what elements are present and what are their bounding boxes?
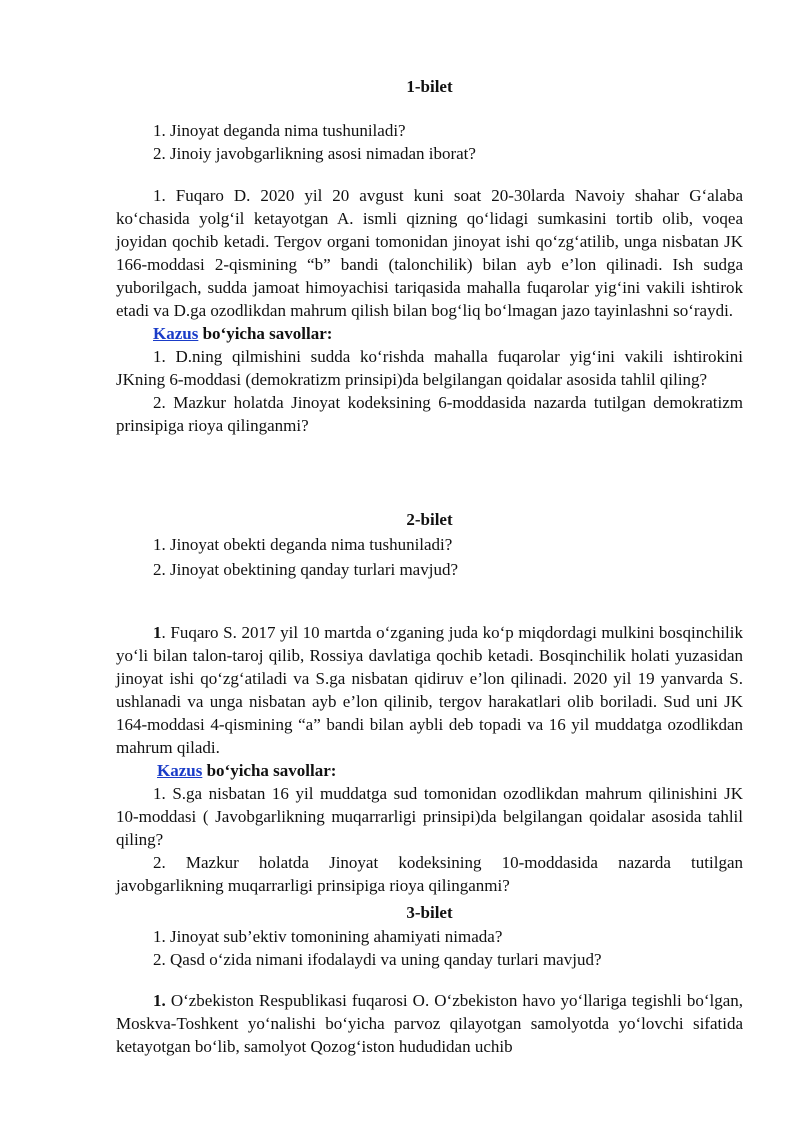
kazus-link[interactable]: Kazus: [153, 324, 199, 343]
question-item: 1. Jinoyat sub’ektiv tomonining ahamiyati nimada?: [153, 927, 503, 946]
ticket-title: 2-bilet: [406, 510, 453, 529]
kazus-question: 2. Mazkur holatda Jinoyat kodeksining 10-moddasida nazarda tutilgan javobgarlikning muqarrarligi prinsipiga rioya qilinganmi?: [116, 853, 743, 895]
question-item: 2. Qasd o‘zida nimani ifodalaydi va uning qanday turlari mavjud?: [153, 950, 602, 969]
kazus-link[interactable]: Kazus: [157, 761, 203, 780]
kazus-heading-text: bo‘yicha savollar:: [202, 761, 337, 780]
case-number: 1.: [153, 991, 166, 1010]
kazus-heading: [116, 759, 743, 782]
ticket-questions: [116, 119, 743, 165]
ticket-title: 1-bilet: [406, 77, 453, 96]
ticket-title: 3-bilet: [406, 903, 453, 922]
case-block: [116, 184, 743, 437]
case-paragraph: [116, 621, 743, 759]
question-item: 1. Jinoyat deganda nima tushuniladi?: [153, 121, 406, 140]
case-text: Fuqaro D. 2020 yil 20 avgust kuni soat 20-30larda Navoiy shahar G‘alaba ko‘chasida yolg‘il ketayotgan A. ismli qizning qo‘lidagi sumkasini tortib olib, voqea joyidan qochib ketadi. Tergov organi tomonidan jinoyat ishi qo‘zg‘atilib, unga nisbatan JK 166-moddasi 2-qismining “b” bandi (talonchilik) bilan ayb e’lon qilinadi. Ish sudga yuborilgach, sudda jamoat himoyachisi tariqasida mahalla fuqarolar yig‘ini vakili ishtirok etadi va D.ga ozodlikdan mahrum qilish bilan bog‘liq bo‘lmagan jazo tayinlashni so‘raydi.: [116, 186, 743, 320]
ticket-questions: [116, 532, 743, 582]
question-item: 1. Jinoyat obekti deganda nima tushuniladi?: [153, 535, 453, 554]
ticket-questions: [116, 925, 743, 971]
kazus-question: 1. D.ning qilmishini sudda ko‘rishda mahalla fuqarolar yig‘ini vakili ishtirokini JKning 6-moddasi (demokratizm prinsipi)da belgilangan qoidalar asosida tahlil qiling?: [116, 347, 743, 389]
case-text: O‘zbekiston Respublikasi fuqarosi O. O‘zbekiston havo yo‘llariga tegishli bo‘lgan, Moskva-Toshkent yo‘nalishi bo‘yicha parvoz qilayotgan samolyotda yo‘lovchi sifatida ketayotgan bo‘lib, samolyot Qozog‘iston hududidan uchib: [116, 991, 744, 1056]
case-text: . Fuqaro S. 2017 yil 10 martda o‘zganing juda ko‘p miqdordagi mulkini bosqinchilik yo‘li bilan talon-taroj qilib, Rossiya davlatiga qochib ketadi. Bosqinchilik holati yuzasidan jinoyat ishi qo‘zg‘atiladi va S.ga nisbatan qidiruv e’lon qilinadi. 2020 yil 19 yanvarda S. ushlanadi va unga nisbatan ayb e’lon qilinib, tergov harakatlari olib boriladi. Sud uni JK 164-moddasi 4-qismining “a” bandi bilan aybli deb topadi va 16 yil muddatga ozodlikdan mahrum qiladi.: [116, 623, 743, 757]
case-block: [116, 621, 743, 897]
case-number: 1.: [153, 186, 166, 205]
question-item: 2. Jinoiy javobgarlikning asosi nimadan iborat?: [153, 144, 476, 163]
case-paragraph: [116, 989, 743, 1058]
kazus-heading-text: bo‘yicha savollar:: [198, 324, 333, 343]
case-number: 1: [153, 623, 162, 642]
kazus-question: 2. Mazkur holatda Jinoyat kodeksining 6-moddasida nazarda tutilgan demokratizm prinsipiga rioya qilinganmi?: [116, 393, 743, 435]
case-block: [116, 989, 743, 1058]
case-paragraph: [116, 184, 743, 322]
question-item: 2. Jinoyat obektining qanday turlari mavjud?: [153, 560, 458, 579]
kazus-heading: [116, 322, 743, 345]
kazus-question: 1. S.ga nisbatan 16 yil muddatga sud tomonidan ozodlikdan mahrum qilinishini JK 10-moddasi ( Javobgarlikning muqarrarligi prinsipi)da belgilangan qoidalar asosida tahlil qiling?: [116, 784, 743, 849]
